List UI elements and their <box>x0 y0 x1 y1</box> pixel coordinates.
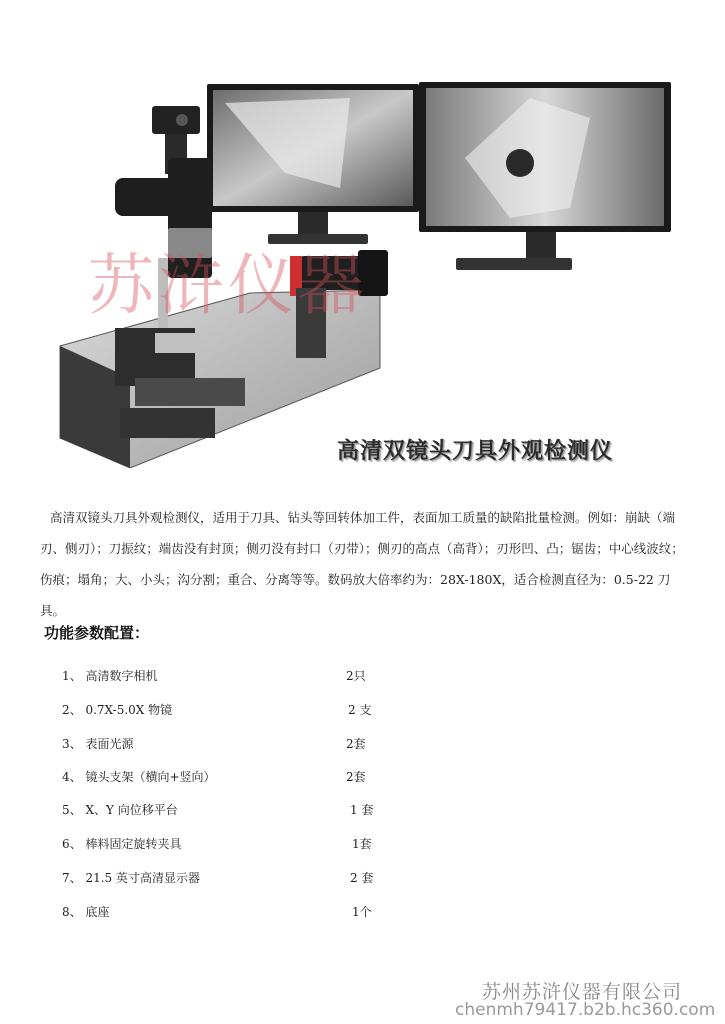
spec-name: 2、 0.7X-5.0X 物镜 <box>62 703 173 717</box>
spec-name: 7、 21.5 英寸高清显示器 <box>62 871 200 885</box>
spec-name: 3、 表面光源 <box>62 737 134 751</box>
spec-name: 4、 镜头支架（横向+竖向） <box>62 770 216 784</box>
spec-name: 1、 高清数字相机 <box>62 669 158 683</box>
spec-qty: 2 套 <box>350 871 374 885</box>
footer-company: 苏州苏浒仪器有限公司 <box>482 981 683 1003</box>
watermark-text: 苏浒仪器 <box>88 247 368 324</box>
spec-qty: 2 支 <box>348 703 372 717</box>
footer-url: chenmh79417.b2b.hc360.com <box>455 1000 716 1020</box>
spec-qty: 1套 <box>352 837 372 851</box>
spec-name: 5、 X、Y 向位移平台 <box>62 803 178 817</box>
spec-qty: 1 套 <box>350 803 374 817</box>
spec-qty: 2只 <box>346 669 366 683</box>
product-title: 高清双镜头刀具外观检测仪 <box>337 439 614 464</box>
intro-paragraph: 高清双镜头刀具外观检测仪，适用于刀具、钻头等回转体加工件，表面加工质量的缺陷批量检测。例如：崩缺（端刃、侧刃）；刀振纹；端齿没有封顶；侧刃没有封口（刃带）；侧刃的高点（高背）；刃形凹、凸；锯齿；中心线波纹；伤痕；塌角；大、小头；沟分割；重合、分离等等。数码放大倍率约为：28X-180X，适合检测直径为：0.5-22 刀具。 <box>40 510 684 618</box>
spec-name: 8、 底座 <box>62 905 110 919</box>
spec-qty: 2套 <box>346 770 366 784</box>
section-title: 功能参数配置： <box>44 624 150 642</box>
spec-name: 6、 棒料固定旋转夹具 <box>62 837 182 851</box>
spec-qty: 2套 <box>346 737 366 751</box>
spec-qty: 1个 <box>352 905 372 919</box>
